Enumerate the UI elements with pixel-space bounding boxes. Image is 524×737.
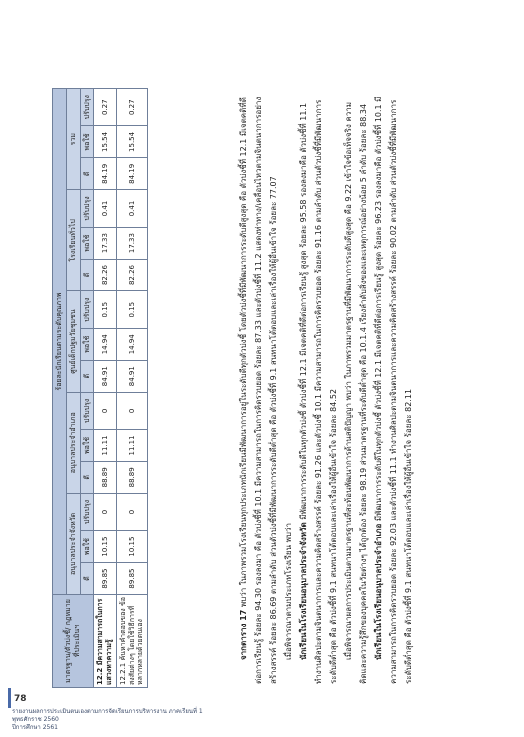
cell: 10.15 [116,531,147,563]
group-header: อนุบาลประจำอำเภอ [66,392,80,493]
cell: 0.41 [94,190,117,227]
group-header: รวม [66,89,80,190]
sub-header: ดี [80,158,94,190]
paragraph-text: พบว่า ในภาพรวมโรงเรียนทุกประเภทนักเรียนมีพัฒนาการอยู่ในระดับดีทุกตัวบ่งชี้ โดยตัวบ่งชี้ที่มีพัฒนาการระดับดีสูงสุด คือ ตัวบ่งชี้ที่ 12.1 มีเจตคติที่ดีต่อการเรียนรู้ ร้อยละ 94.30 รองลงมา คือ ตัวบ่งชี้ที่ 10.1 มีความสามารถในการคิดรวบยอด ร้อยละ 87.33 และตัวบ่งชี้ที่ 11.2 แสดงท่าทาง/เคลื่อนไหวตามจินตนาการอย่างสร้างสรรค์ ร้อยละ 86.69 ตามลำดับ ส่วนตัวบ่งชี้ที่มีพัฒนาการระดับดีต่ำสุด คือ ตัวบ่งชี้ที่ 9.1 สนทนาโต้ตอบและเล่าเรื่องให้ผู้อื่นเข้าใจ ร้อยละ 77.07 [239,96,278,684]
sub-header: ปรับปรุง [80,493,94,530]
paragraph [236,94,281,684]
sub-header: พอใช้ [80,429,94,461]
paragraph [341,94,371,684]
cell: 89.85 [116,563,147,595]
sub-header: ดี [80,259,94,291]
row-label: 12.2 มีความสามารถในการแสวงหาความรู้ [94,595,117,688]
page-number: 78 [14,694,27,704]
sub-header: ดี [80,360,94,392]
page-footer [12,708,212,732]
group-header: โรงเรียนทั่วไป [66,190,80,291]
cell: 14.94 [94,328,117,360]
sub-header: พอใช้ [80,227,94,259]
header-standard: มาตรฐาน/ตัวบ่งชี้/ กฏหมายที่ประเมินฯ [53,595,94,688]
cell: 0 [94,392,117,429]
paragraph [281,94,296,684]
sub-header: พอใช้ [80,531,94,563]
cell: 0 [116,493,147,530]
rotated-content [52,88,472,688]
cell: 15.54 [116,126,147,158]
sub-header: พอใช้ [80,126,94,158]
paragraph-text: มีพัฒนาการระดับดีในทุกตัวบ่งชี้ ตัวบ่งชี้ที่ 12.1 มีเจตคติที่ดีต่อการเรียนรู้ สูงสุด ร้อยละ 96.23 รองลงมาคือ ตัวบ่งชี้ที่ 10.1 มีความสามารถในการคิดรวบยอด ร้อยละ 92.03 และตัวบ่งชี้ที่ 11.1 ทำงานศิลปะตามจินตนาการและความคิดสร้างสรรค์ ร้อยละ 90.02 ตามลำดับ ส่วนตัวบ่งชี้ที่มีพัฒนาการระดับดีต่ำสุด คือ ตัวบ่งชี้ที่ 9.1 สนทนาโต้ตอบและเล่าเรื่องให้ผู้อื่นเข้าใจ ร้อยละ 82.11 [374,96,413,684]
cell: 84.91 [94,360,117,392]
paragraph-lead: นักเรียนในโรงเรียนอนุบาลประจำจังหวัด [299,522,308,660]
table-row [116,89,147,688]
sub-header: ดี [80,461,94,493]
cell: 0 [94,493,117,530]
sub-header: ปรับปรุง [80,190,94,227]
footer-line-1: รายงานผลการประเมินตนเองตามการจัดเรียนการบริหารงาน ภาคเรียนที่ 1 พุทธศักราช 2560 [12,708,203,723]
paragraph [371,94,416,684]
results-table [52,88,148,688]
group-header: ศูนย์เด็กปฐมวัยชุมชน [66,291,80,392]
paragraph-text: เมื่อพิจารณาตามประเภทโรงเรียน พบว่า [284,523,293,660]
cell: 82.26 [94,259,117,291]
cell: 84.19 [116,158,147,190]
group-header: อนุบาลประจำจังหวัด [66,493,80,594]
cell: 88.89 [94,461,117,493]
paragraph-text: มีพัฒนาการระดับดีในทุกตัวบ่งชี้ ตัวบ่งชี้ที่ 12.1 มีเจตคติที่ดีต่อการเรียนรู้ สูงสุด ร้อยละ 95.58 รองลงมาคือ ตัวบ่งชี้ที่ 11.1 ทำงานศิลปะตามจินตนาการและความคิดสร้างสรรค์ ร้อยละ 91.26 และตัวบ่งชี้ 10.1 มีความสามารถในการคิดรวบยอด ร้อยละ 91.16 ตามลำดับ ส่วนตัวบ่งชี้ที่มีพัฒนาการระดับดีต่ำสุด คือ ตัวบ่งชี้ที่ 9.1 สนทนาโต้ตอบและเล่าเรื่องให้ผู้อื่นเข้าใจ ร้อยละ 84.52 [299,99,338,684]
cell: 10.15 [94,531,117,563]
cell: 0 [116,392,147,429]
cell: 11.11 [116,429,147,461]
footer-line-2: ปีการศึกษา 2561 [12,724,58,731]
page-accent-bar [8,688,11,708]
sub-header: ปรับปรุง [80,89,94,126]
cell: 15.54 [94,126,117,158]
cell: 0.27 [94,89,117,126]
body-text [236,94,416,684]
sub-header: ปรับปรุง [80,392,94,429]
cell: 11.11 [94,429,117,461]
sub-header: ดี [80,563,94,595]
paragraph [296,94,341,684]
cell: 84.19 [94,158,117,190]
paragraph-lead: จากตาราง 17 [239,609,248,660]
sub-header: พอใช้ [80,328,94,360]
cell: 17.33 [94,227,117,259]
cell: 82.26 [116,259,147,291]
cell: 89.85 [94,563,117,595]
paragraph-lead: นักเรียนในโรงเรียนอนุบาลประจำอำเภอ [374,523,383,660]
cell: 14.94 [116,328,147,360]
paragraph-text: เมื่อพิจารณาผลการประเมินตามมาตรฐานที่สะท้อนพัฒนาการด้านสติปัญญา พบว่า ในภาพรวมมาตรฐานที่มีพัฒนาการระดับดีสูงสุด คือ 9.22 เข้าใจข้อเท็จจริง ความคิดและความรู้สึกของบุคคลในวัยต่างๆ ได้ถูกต้อง ร้อยละ 98.19 ส่วนมาตรฐานที่ระดับดีต่ำสุด คือ 10.1.4 เรียงลำดับสิ่งของและเหตุการณ์อย่างน้อย 5 ลำดับ ร้อยละ 88.34 [344,102,368,684]
header-levels: ร้อยละนักเรียนตามระดับคุณภาพ [53,89,67,595]
cell: 0.27 [116,89,147,126]
cell: 84.91 [116,360,147,392]
sub-header: ปรับปรุง [80,291,94,328]
cell: 0.41 [116,190,147,227]
table-row [94,89,117,688]
row-label: 12.2.1 ค้นหาคำตอบของ ข้อสงสัยต่างๆ โดยใช้วิธีการที่หลากหลายด้วยตนเอง [116,595,147,688]
cell: 0.15 [116,291,147,328]
cell: 0.15 [94,291,117,328]
cell: 17.33 [116,227,147,259]
cell: 88.89 [116,461,147,493]
